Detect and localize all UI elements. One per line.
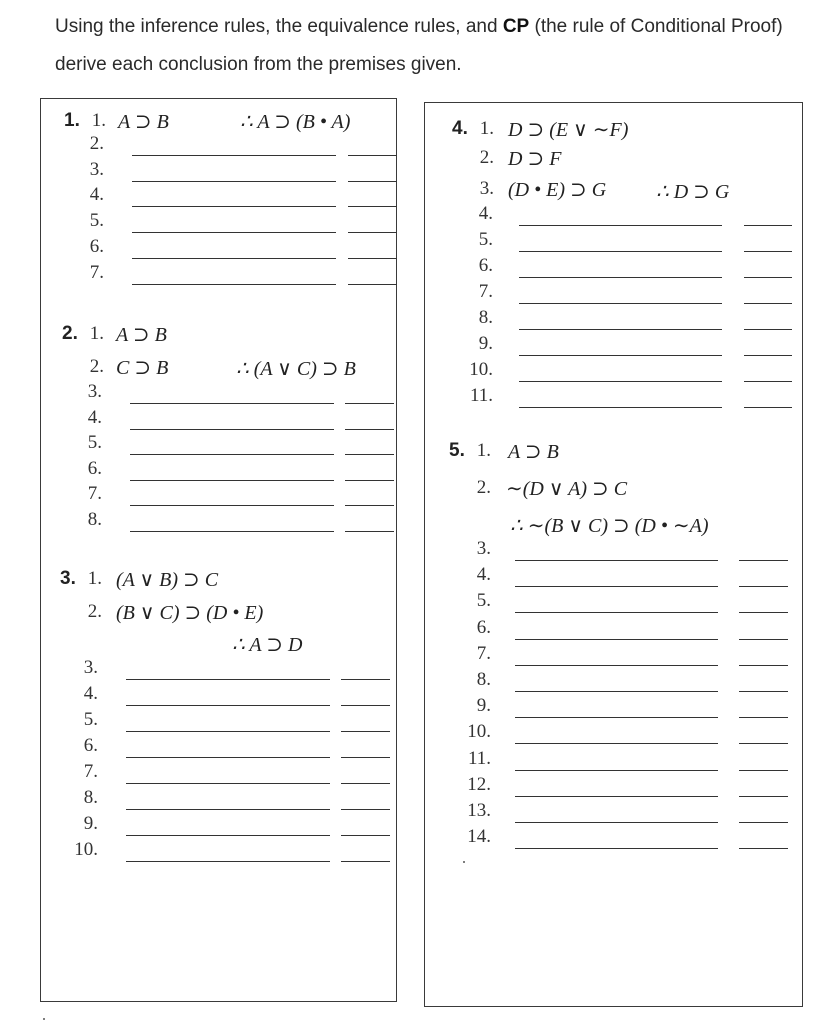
line-number: 10.	[74, 839, 98, 860]
justification-blank[interactable]	[744, 407, 792, 408]
line-number: 8.	[87, 508, 102, 530]
justification-blank[interactable]	[345, 454, 394, 455]
justification-blank[interactable]	[341, 679, 390, 680]
line-number: 2.	[479, 147, 494, 168]
justification-blank[interactable]	[739, 743, 788, 744]
line-number: 7.	[478, 281, 493, 302]
premise-formula: A ⊃ B	[118, 111, 169, 133]
line-number: 11.	[467, 747, 491, 769]
problem-number: 4.	[452, 118, 468, 139]
justification-blank[interactable]	[345, 429, 394, 430]
statement-blank[interactable]	[515, 612, 718, 613]
line-number: 8.	[478, 307, 493, 328]
statement-blank[interactable]	[132, 284, 336, 285]
statement-blank[interactable]	[515, 770, 718, 771]
line-number: 2.	[89, 133, 104, 154]
line-number: 10.	[467, 721, 491, 743]
line-number: 2.	[476, 477, 491, 498]
justification-blank[interactable]	[744, 251, 792, 252]
instructions-text-2: (the rule of Conditional Proof) derive each conclusion from the premises given.	[55, 16, 783, 75]
line-number: 6.	[478, 255, 493, 276]
justification-blank[interactable]	[744, 381, 792, 382]
problem-number: 3.	[60, 568, 76, 589]
line-number: 9.	[83, 813, 98, 834]
justification-blank[interactable]	[348, 181, 397, 182]
justification-blank[interactable]	[345, 480, 394, 481]
statement-blank[interactable]	[519, 407, 722, 408]
justification-blank[interactable]	[345, 531, 394, 532]
premise-formula: D ⊃ (E ∨ ∼F)	[508, 119, 629, 141]
statement-blank[interactable]	[519, 303, 722, 304]
justification-blank[interactable]	[348, 155, 397, 156]
statement-blank[interactable]	[126, 861, 330, 862]
line-number: 1.	[87, 568, 102, 589]
statement-blank[interactable]	[515, 848, 718, 849]
premise-formula: (A ∨ B) ⊃ C	[116, 569, 219, 591]
line-number: 1.	[91, 110, 106, 131]
statement-blank[interactable]	[126, 757, 330, 758]
justification-blank[interactable]	[341, 835, 390, 836]
justification-blank[interactable]	[739, 639, 788, 640]
line-number: 3.	[476, 538, 491, 559]
line-number: 4.	[87, 406, 102, 428]
statement-blank[interactable]	[515, 665, 718, 666]
statement-blank[interactable]	[132, 258, 336, 259]
statement-blank[interactable]	[130, 505, 334, 506]
line-number: 11.	[469, 385, 493, 406]
stray-mark	[463, 861, 465, 863]
statement-blank[interactable]	[130, 429, 334, 430]
line-number: 10.	[469, 359, 493, 380]
statement-blank[interactable]	[126, 705, 330, 706]
justification-blank[interactable]	[744, 355, 792, 356]
justification-blank[interactable]	[348, 258, 397, 259]
premise-formula: A ⊃ B	[116, 324, 167, 346]
line-number: 3.	[479, 178, 494, 199]
justification-blank[interactable]	[744, 277, 792, 278]
justification-blank[interactable]	[739, 691, 788, 692]
line-number: 5.	[87, 432, 102, 453]
justification-blank[interactable]	[341, 783, 390, 784]
premise-formula: D ⊃ F	[508, 148, 562, 170]
statement-blank[interactable]	[132, 155, 336, 156]
line-number: 14.	[467, 826, 491, 848]
line-number: 8.	[83, 787, 98, 808]
line-number: 7.	[83, 761, 98, 782]
statement-blank[interactable]	[515, 691, 718, 692]
justification-blank[interactable]	[744, 303, 792, 304]
line-number: 4.	[476, 564, 491, 586]
line-number: 5.	[89, 210, 104, 232]
statement-blank[interactable]	[126, 809, 330, 810]
line-number: 7.	[89, 261, 104, 283]
statement-blank[interactable]	[515, 822, 718, 823]
statement-blank[interactable]	[132, 181, 336, 182]
statement-blank[interactable]	[130, 480, 334, 481]
line-number: 3.	[87, 381, 102, 402]
justification-blank[interactable]	[744, 329, 792, 330]
justification-blank[interactable]	[739, 770, 788, 771]
line-number: 9.	[476, 695, 491, 717]
line-number: 5.	[478, 229, 493, 250]
line-number: 3.	[89, 158, 104, 180]
conclusion-formula: ∴ A ⊃ (B • A)	[240, 111, 351, 133]
statement-blank[interactable]	[515, 560, 718, 561]
line-number: 4.	[83, 683, 98, 704]
premise-formula: C ⊃ B	[116, 357, 169, 379]
justification-blank[interactable]	[739, 612, 788, 613]
conclusion-formula: ∴ (A ∨ C) ⊃ B	[236, 358, 356, 380]
line-number: 13.	[467, 800, 491, 821]
premise-formula: ∼(D ∨ A) ⊃ C	[506, 478, 628, 500]
statement-blank[interactable]	[132, 206, 336, 207]
statement-blank[interactable]	[515, 717, 718, 718]
problem-number: 5.	[449, 440, 465, 461]
statement-blank[interactable]	[515, 743, 718, 744]
line-number: 4.	[89, 184, 104, 206]
line-number: 12.	[467, 773, 491, 795]
justification-blank[interactable]	[348, 232, 397, 233]
justification-blank[interactable]	[739, 560, 788, 561]
line-number: 1.	[476, 440, 491, 461]
line-number: 3.	[83, 657, 98, 678]
line-number: 6.	[476, 616, 491, 638]
statement-blank[interactable]	[126, 835, 330, 836]
justification-blank[interactable]	[341, 705, 390, 706]
line-number: 1.	[479, 118, 494, 139]
line-number: 2.	[89, 356, 104, 377]
line-number: 4.	[478, 203, 493, 224]
justification-blank[interactable]	[348, 206, 397, 207]
line-number: 2.	[87, 601, 102, 622]
justification-blank[interactable]	[739, 717, 788, 718]
justification-blank[interactable]	[345, 403, 394, 404]
premise-formula: A ⊃ B	[508, 441, 559, 463]
conclusion-formula: ∴ A ⊃ D	[232, 634, 303, 656]
line-number: 5.	[83, 709, 98, 730]
stray-mark	[43, 1018, 45, 1020]
problem-number: 2.	[62, 323, 78, 344]
justification-blank[interactable]	[341, 731, 390, 732]
line-number: 7.	[476, 642, 491, 664]
line-number: 8.	[476, 669, 491, 690]
justification-blank[interactable]	[739, 796, 788, 797]
justification-blank[interactable]	[341, 757, 390, 758]
line-number: 7.	[87, 483, 102, 504]
statement-blank[interactable]	[130, 531, 334, 532]
justification-blank[interactable]	[739, 586, 788, 587]
premise-formula: (B ∨ C) ⊃ (D • E)	[116, 602, 264, 624]
instructions	[55, 8, 815, 84]
statement-blank[interactable]	[132, 232, 336, 233]
statement-blank[interactable]	[519, 381, 722, 382]
conclusion-formula: ∴ ∼(B ∨ C) ⊃ (D • ∼A)	[510, 515, 709, 537]
instructions-text-1: Using the inference rules, the equivalence rules, and	[55, 16, 503, 37]
line-number: 6.	[87, 457, 102, 479]
justification-blank[interactable]	[341, 809, 390, 810]
justification-blank[interactable]	[345, 505, 394, 506]
line-number: 5.	[476, 590, 491, 612]
justification-blank[interactable]	[739, 665, 788, 666]
line-number: 1.	[89, 323, 104, 344]
statement-blank[interactable]	[515, 586, 718, 587]
premise-formula: (D • E) ⊃ G	[508, 179, 607, 201]
justification-blank[interactable]	[341, 861, 390, 862]
justification-blank[interactable]	[348, 284, 397, 285]
statement-blank[interactable]	[519, 225, 722, 226]
line-number: 9.	[478, 333, 493, 354]
statement-blank[interactable]	[519, 329, 722, 330]
statement-blank[interactable]	[515, 639, 718, 640]
line-number: 6.	[89, 235, 104, 257]
statement-blank[interactable]	[519, 251, 722, 252]
statement-blank[interactable]	[515, 796, 718, 797]
justification-blank[interactable]	[744, 225, 792, 226]
justification-blank[interactable]	[739, 822, 788, 823]
statement-blank[interactable]	[519, 355, 722, 356]
statement-blank[interactable]	[126, 783, 330, 784]
instructions-cp: CP	[502, 16, 530, 37]
conclusion-formula: ∴ D ⊃ G	[656, 181, 730, 203]
statement-blank[interactable]	[126, 679, 330, 680]
statement-blank[interactable]	[130, 454, 334, 455]
statement-blank[interactable]	[519, 277, 722, 278]
statement-blank[interactable]	[130, 403, 334, 404]
left-exercise-panel	[40, 98, 397, 1002]
justification-blank[interactable]	[739, 848, 788, 849]
statement-blank[interactable]	[126, 731, 330, 732]
line-number: 6.	[83, 735, 98, 756]
problem-number: 1.	[64, 110, 80, 131]
